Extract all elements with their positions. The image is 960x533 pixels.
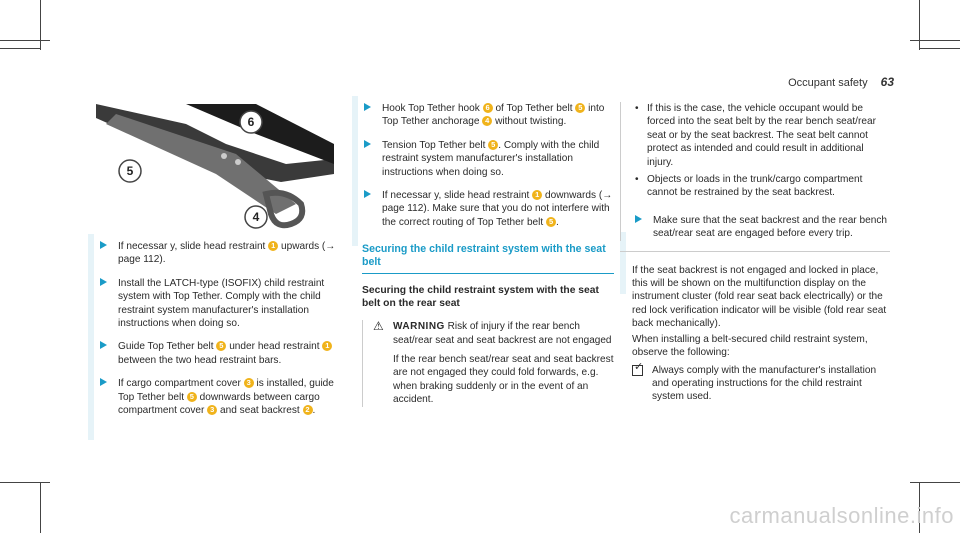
top-tether-illustration — [96, 104, 334, 232]
step-text: Tension Top Tether belt — [382, 139, 489, 151]
callout-number: 5 — [575, 103, 585, 113]
warning-label: WARNING — [393, 321, 445, 333]
step-text: is installed, guide Top Tether belt — [118, 378, 334, 403]
crop-mark — [40, 0, 41, 50]
callout-label: 6 — [247, 115, 255, 129]
crop-mark — [910, 40, 960, 41]
callout-number: 6 — [483, 103, 493, 113]
crop-mark — [919, 0, 920, 50]
step-arrow-icon — [635, 215, 642, 223]
crop-mark — [0, 40, 50, 41]
callout-number: 5 — [187, 392, 197, 402]
middle-column — [362, 102, 614, 407]
step-text: Make sure that the seat backrest and the rear bench seat/rear seat are engaged before every trip. — [653, 214, 887, 240]
step-arrow-icon — [100, 241, 107, 249]
section-rule — [362, 273, 614, 274]
paragraph: If the seat backrest is not engaged and locked in place, this will be shown on the multifunction display on the instrument cluster (fold rear seat back electrically) or the red lock verification indicator will be visible (fold rear seat back mechanically). — [632, 264, 887, 330]
step-item — [98, 377, 346, 417]
step-item — [362, 102, 614, 129]
accent-bar — [352, 96, 358, 246]
step-text: . — [556, 216, 559, 228]
step-text: upwards (→ page 112). — [118, 241, 336, 266]
accent-bar — [88, 234, 94, 440]
step-text: downwards (→ page 112). Make sure that you do not interfere with the correct routing of Top Tether belt — [382, 190, 613, 228]
crop-mark — [0, 48, 40, 49]
subsection-title: Securing the child restraint system with the seat belt on the rear seat — [362, 285, 599, 310]
step-item — [98, 340, 346, 367]
step-text: . — [312, 405, 316, 417]
step-item — [98, 277, 346, 331]
step-arrow-icon — [100, 341, 107, 349]
callout-number: 1 — [322, 341, 332, 351]
step-arrow-icon — [364, 103, 371, 111]
crop-mark — [0, 482, 50, 483]
page-header — [788, 75, 894, 89]
callout-number: 4 — [482, 116, 492, 126]
step-text: into Top Tether anchorage — [382, 103, 605, 128]
callout-number: 2 — [303, 405, 313, 415]
callout-label: 4 — [252, 210, 260, 224]
step-text: of Top Tether belt — [492, 103, 576, 114]
step-arrow-icon — [364, 190, 371, 198]
paragraph: When installing a belt-secured child restraint system, observe the following: — [632, 333, 868, 359]
step-arrow-icon — [100, 378, 107, 386]
step-text: and seat backrest — [217, 405, 303, 417]
bullet-item: • Objects or loads in the trunk/cargo compartment cannot be restrained by the seat backrest. — [633, 173, 890, 200]
step-text: Hook Top Tether hook — [382, 103, 483, 114]
warning-icon: ⚠ — [373, 319, 384, 334]
step-item — [362, 139, 614, 179]
step-text: If necessar y, slide head restraint — [382, 190, 533, 202]
page-number: 63 — [880, 75, 894, 89]
crop-mark — [910, 482, 960, 483]
step-text: If necessar y, slide head restraint — [118, 241, 269, 252]
callout-number: 5 — [488, 140, 498, 150]
warning-continued — [620, 102, 890, 241]
callout-number: 3 — [244, 378, 254, 388]
warning-box — [362, 320, 614, 406]
step-text: Guide Top Tether belt — [118, 341, 217, 353]
checklist-item — [632, 360, 890, 404]
callout-number: 5 — [216, 341, 226, 351]
bullet-item: • If this is the case, the vehicle occupant would be forced into the seat belt by the rear bench seat/rear seat or by the seat backrest. The seat belt cannot protect as intended and could result in additional injury. — [633, 102, 890, 169]
step-text: Install the LATCH-type (ISOFIX) child restraint system with Top Tether. Comply with the child restraint system manufacturer's installation instructions when doing so. — [118, 277, 325, 330]
step-text: . Comply with the child restraint system manufacturer's installation instructions when doing so. — [382, 139, 600, 178]
section-title: Securing the child restraint system with the seat belt — [362, 243, 606, 269]
step-item — [633, 214, 890, 241]
callout-number: 1 — [268, 241, 278, 251]
right-column — [632, 102, 890, 404]
checkmark-icon: ✓ — [634, 360, 644, 373]
step-text: downwards between cargo compartment cover — [118, 391, 320, 417]
warning-body: If the rear bench seat/rear seat and seat backrest are not engaged they could fold forwards, e.g. when braking suddenly or in the event of an accident. — [393, 354, 614, 406]
checklist-text: Always comply with the manufacturer's installation and operating instructions for the child restraint system used. — [652, 364, 877, 403]
step-text: without twisting. — [492, 116, 567, 128]
warning-heading — [373, 320, 614, 347]
warning-headline: Risk of injury if the rear bench seat/rear seat and seat backrest are not engaged — [393, 321, 612, 346]
crop-mark — [40, 482, 41, 533]
step-arrow-icon — [100, 278, 107, 286]
divider — [620, 251, 890, 252]
step-item — [362, 189, 614, 229]
step-text: If cargo compartment cover — [118, 378, 244, 390]
callout-number: 3 — [207, 405, 217, 415]
middle-steps — [362, 102, 614, 229]
accent-bar — [620, 232, 626, 294]
left-column — [98, 240, 346, 427]
section-name: Occupant safety — [788, 77, 868, 89]
callout-number: 1 — [532, 190, 542, 200]
step-text: between the two head restraint bars. — [118, 354, 282, 366]
callout-number: 5 — [546, 217, 556, 227]
crop-mark — [920, 48, 960, 49]
step-arrow-icon — [364, 140, 371, 148]
step-item — [98, 240, 346, 267]
callout-label: 5 — [126, 164, 134, 178]
step-text: under head restraint — [226, 341, 323, 353]
watermark: carmanualsonline.info — [729, 503, 954, 528]
